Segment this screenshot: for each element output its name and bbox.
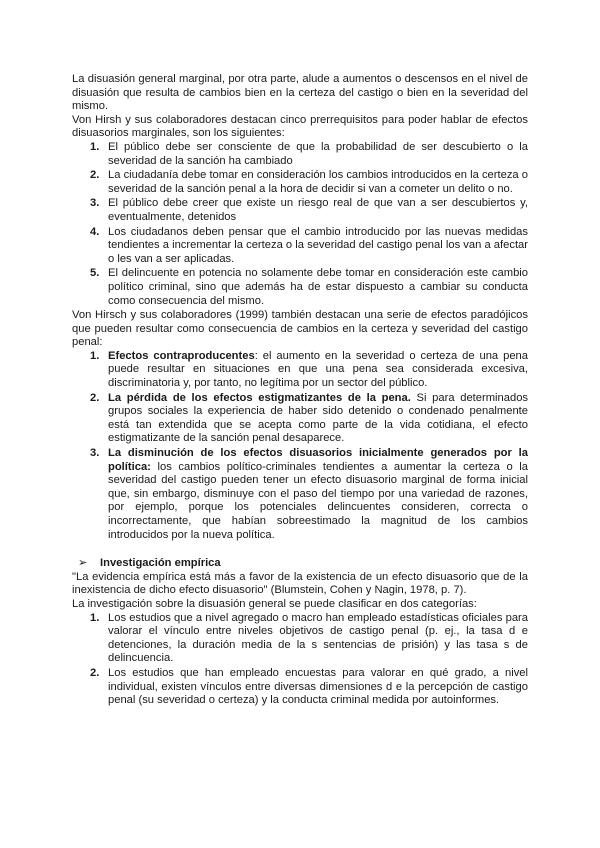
list-item [72, 612, 528, 666]
list-number: 2. [90, 169, 100, 182]
list-item-text: los cambios político-criminales tendientes a aumentar la certeza o la severidad del castigo pueden tener un efecto disuasorio marginal de forma inicial que, sin embargo, disminuye con el paso del tiempo por una variedad de razones, por ejemplo, porque los potenciales delincuentes consideren, correcta o incorrectamente, que habían sobreestimado la magnitud de los cambios introducidos por la nueva política. [108, 460, 528, 541]
paragraph-prerequisites-intro: Von Hirsh y sus colaboradores destacan cinco prerrequisitos para poder hablar de efectos disuasorios marginales, son los siguientes: [72, 113, 528, 140]
list-number: 1. [90, 140, 100, 153]
list-item [72, 169, 528, 196]
list-item-heading: Efectos contraproducentes [108, 349, 255, 362]
list-number: 2. [90, 391, 100, 404]
list-item-text: El público debe ser consciente de que la probabilidad de ser descubierto o la severidad de la sanción ha cambiado [108, 140, 528, 167]
arrow-bullet-icon: ➢ [78, 557, 88, 570]
list-item-text: : el aumento en la severidad o certeza de una pena puede resultar en situaciones en que una pena sea considerada excesiva, discriminatoria y, por tanto, no legítima por un sector del público. [108, 349, 528, 390]
list-item-text: Los estudios que a nivel agregado o macro han empleado estadísticas oficiales para valorar el vínculo entre niveles objetivos de castigo penal (p. ej., la tasa d e detenciones, la duración media de la s sentencias de prisión) y las tasa s de delincuencia. [108, 611, 528, 665]
list-number: 1. [90, 611, 100, 624]
research-categories-list [72, 612, 528, 708]
list-item [72, 141, 528, 168]
list-item [72, 350, 528, 391]
list-item-text: El público debe creer que existe un riesgo real de que van a ser descubiertos y, eventualmente, detenidos [108, 197, 528, 223]
list-item-heading: La disminución de los efectos disuasorios inicialmente generados por la política: [108, 447, 528, 473]
list-item-heading: La pérdida de los efectos estigmatizantes de la pena. [108, 391, 411, 404]
list-item [72, 447, 528, 542]
list-item-text: Los ciudadanos deben pensar que el cambio introducido por las nuevas medidas tendientes a incrementar la certeza o la severidad del castigo penal los van a afectar o les van a ser aplicadas. [108, 225, 528, 265]
list-number: 2. [90, 666, 100, 679]
paragraph-research-categories-intro: La investigación sobre la disuasión general se puede clasificar en dos categorías: [72, 597, 477, 610]
list-number: 3. [90, 197, 100, 210]
list-item [72, 226, 528, 267]
list-item [72, 267, 528, 308]
list-item [72, 197, 528, 224]
list-item-text: El delincuente en potencia no solamente debe tomar en consideración este cambio político criminal, sino que además ha de estar dispuesto a cambiar su conducta como consecuencia del mismo. [108, 267, 528, 307]
paragraph-paradoxical-effects-intro: Von Hirsch y sus colaboradores (1999) también destacan una serie de efectos paradójicos que pueden resultar como consecuencia de cambios en la certeza y severidad del castigo penal: [72, 309, 528, 349]
list-item-text: La ciudadanía debe tomar en consideración los cambios introducidos en la certeza o severidad de la sanción penal a la hora de decidir si van a cometer un delito o no. [108, 169, 528, 195]
document-body [72, 73, 528, 709]
list-item [72, 667, 528, 708]
section-title: Investigación empírica [100, 557, 221, 570]
paradoxical-effects-list [72, 350, 528, 542]
list-number: 5. [90, 267, 100, 280]
prerequisites-list [72, 141, 528, 308]
list-item-text: Los estudios que han empleado encuestas para valorar en qué grado, a nivel individual, existen vínculos entre diversas dimensiones d e la percepción de castigo penal (su severidad o certeza) y la conducta criminal medida por autoinformes. [108, 666, 528, 707]
list-number: 1. [90, 349, 100, 362]
list-number: 3. [90, 447, 100, 460]
list-number: 4. [90, 225, 100, 238]
section-heading [72, 557, 528, 571]
paragraph-marginal-deterrence: La disuasión general marginal, por otra parte, alude a aumentos o descensos en el nivel de disuasión que resulta de cambios bien en la certeza del castigo o bien en la severidad del mismo. [72, 73, 528, 113]
list-item [72, 392, 528, 446]
list-item-text: Si para determinados grupos sociales la experiencia de haber sido detenido o condenado penalmente está tan extendida que se acepta como parte de la vida cotidiana, el efecto estigmatizante de la sanción penal desaparece. [108, 391, 529, 445]
paragraph-empirical-quote: "La evidencia empírica está más a favor de la existencia de un efecto disuasorio que de la inexistencia de dicho efecto disuasorio" (Blumstein, Cohen y Nagin, 1978, p. 7). [72, 570, 528, 597]
